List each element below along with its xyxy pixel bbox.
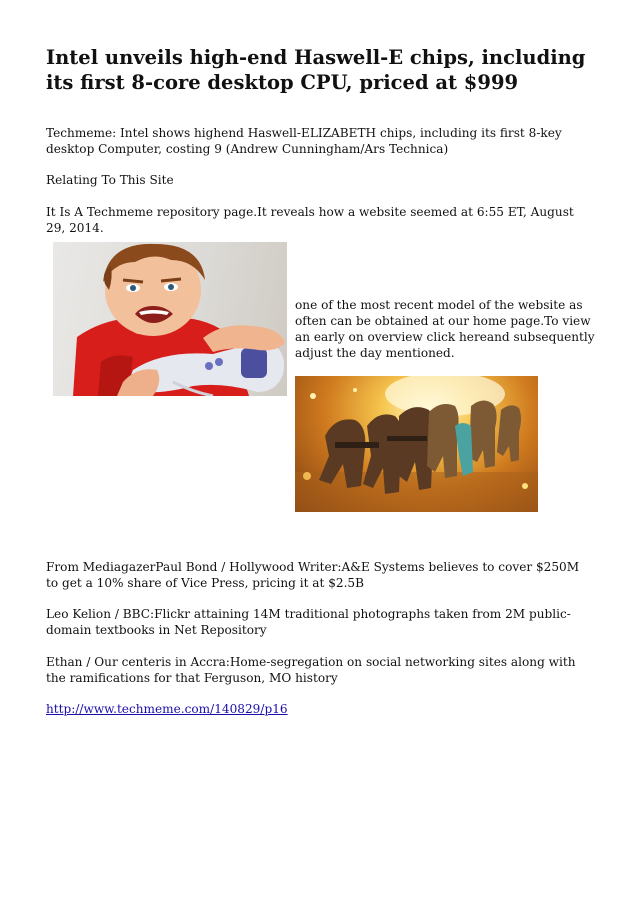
news-item: Ethan / Our centeris in Accra:Home-segregation on social networking sites along with the ramifications for that Ferguson, MO history xyxy=(46,655,576,685)
relating-heading: Relating To This Site xyxy=(46,173,174,187)
source-link-paragraph xyxy=(46,701,594,717)
intro-paragraph: Techmeme: Intel shows highend Haswell-ELIZABETH chips, including its first 8-key desktop Computer, costing 9 (Andrew Cunningham/Ars Technica) xyxy=(46,126,562,156)
game-battle-image xyxy=(295,376,538,512)
source-link[interactable]: http://www.techmeme.com/140829/p16 xyxy=(46,702,288,716)
archive-note: It Is A Techmeme repository page.It reveals how a website seemed at 6:55 ET, August 29, 2014. xyxy=(46,205,574,235)
news-item: From MediagazerPaul Bond / Hollywood Writer:A&E Systems believes to cover $250M to get a 10% share of Vice Press, pricing it at $2.5B xyxy=(46,560,580,590)
kid-gaming-photo xyxy=(53,242,287,396)
side-text: one of the most recent model of the website as often can be obtained at our home page.To view an early on overview click hereand subsequently adjust the day mentioned. xyxy=(295,298,595,360)
news-item: Leo Kelion / BBC:Flickr attaining 14M traditional photographs taken from 2M public-domain textbooks in Net Repository xyxy=(46,607,571,637)
article-title: Intel unveils high-end Haswell-E chips, including its first 8-core desktop CPU, priced at $999 xyxy=(46,46,586,94)
